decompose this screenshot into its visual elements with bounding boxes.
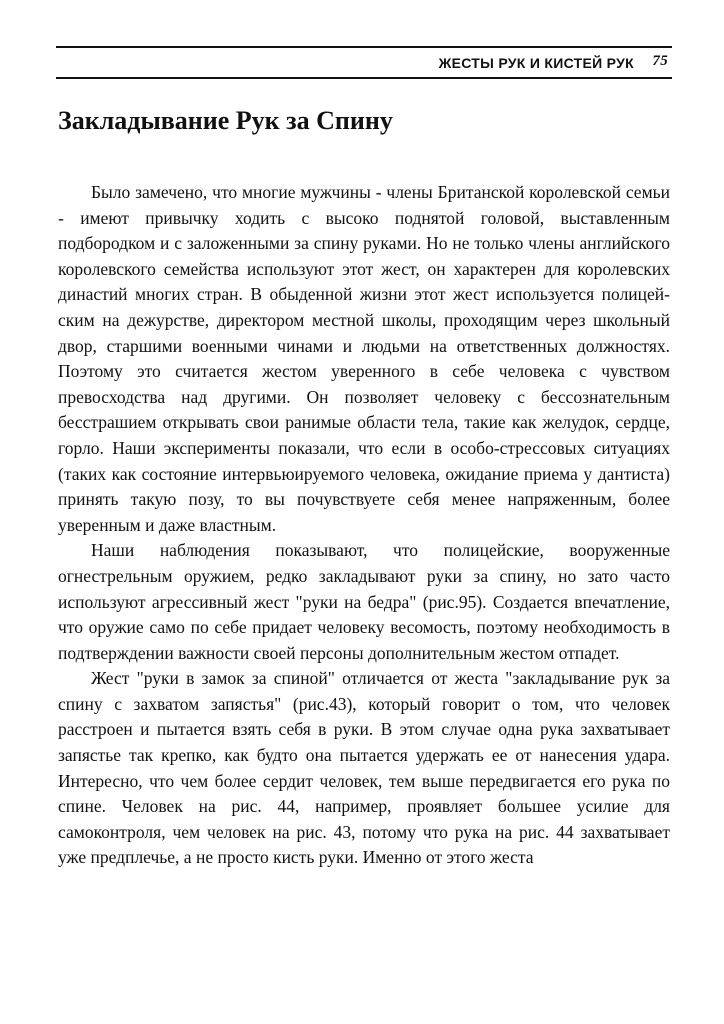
header-rule-bottom: [56, 77, 672, 79]
header-rule-top: [56, 46, 672, 48]
body-text: [58, 180, 670, 871]
page-number: 75: [652, 53, 668, 69]
paragraph: Жест "руки в замок за спиной" отличается от жеста "закладывание рук за спину с захватом запястья" (рис.43), который говорит о том, что человек расстроен и пытается взять себя в руки. В этом случае одна рука захватывает запястье так крепко, как будто она пытается удержать ее от нанесения удара. Интересно, что чем более сердит человек, тем выше передвигается его рука по спине. Человек на рис. 44, например, проявляет большее усилие для самоконтроля, чем человек на рис. 43, потому что рука на рис. 44 захватывает уже предплечье, а не просто кисть руки. Именно от этого жеста: [58, 668, 670, 868]
paragraph: Наши наблюдения показывают, что полицейские, вооруженные огнестрельным оружием, редко закладывают руки за спину, но зато часто используют агрессивный жест "руки на бедра" (рис.95). Создается впечатление, что оружие само по себе придает человеку весомость, поэтому необходимость в подтверждении важности своей персоны дополнительным жестом отпадет.: [58, 540, 670, 663]
running-header: [56, 50, 670, 76]
paragraph: Было замечено, что многие мужчины - члены Британской королевской семьи - имеют привычку ходить с высоко поднятой головой, выставленным подбородком и с заложенными за спину руками. Но не только члены английского королевского семейства используют этот жест, он характерен для королевских династий многих стран. В обыденной жизни этот жест используется полицейским на дежурстве, директором местной школы, проходящим через школьный двор, старшими военными чинами и людьми на ответственных должностях. Поэтому это считается жестом уверенного в себе человека с чувством превосходства над другими. Он позволяет человеку с бессознательным бесстрашием открывать свои ранимые области тела, такие как желудок, сердце, горло. Наши эксперименты показали, что если в особо-стрессовых ситуациях (таких как состояние интервьюируемого человека, ожидание приема у дантиста) принять такую позу, то вы почувствуете себя менее напряженным, более уверенным и даже властным.: [58, 182, 670, 535]
section-title: Закладывание Рук за Спину: [58, 106, 393, 135]
running-title: ЖЕСТЫ РУК И КИСТЕЙ РУК: [438, 55, 634, 71]
